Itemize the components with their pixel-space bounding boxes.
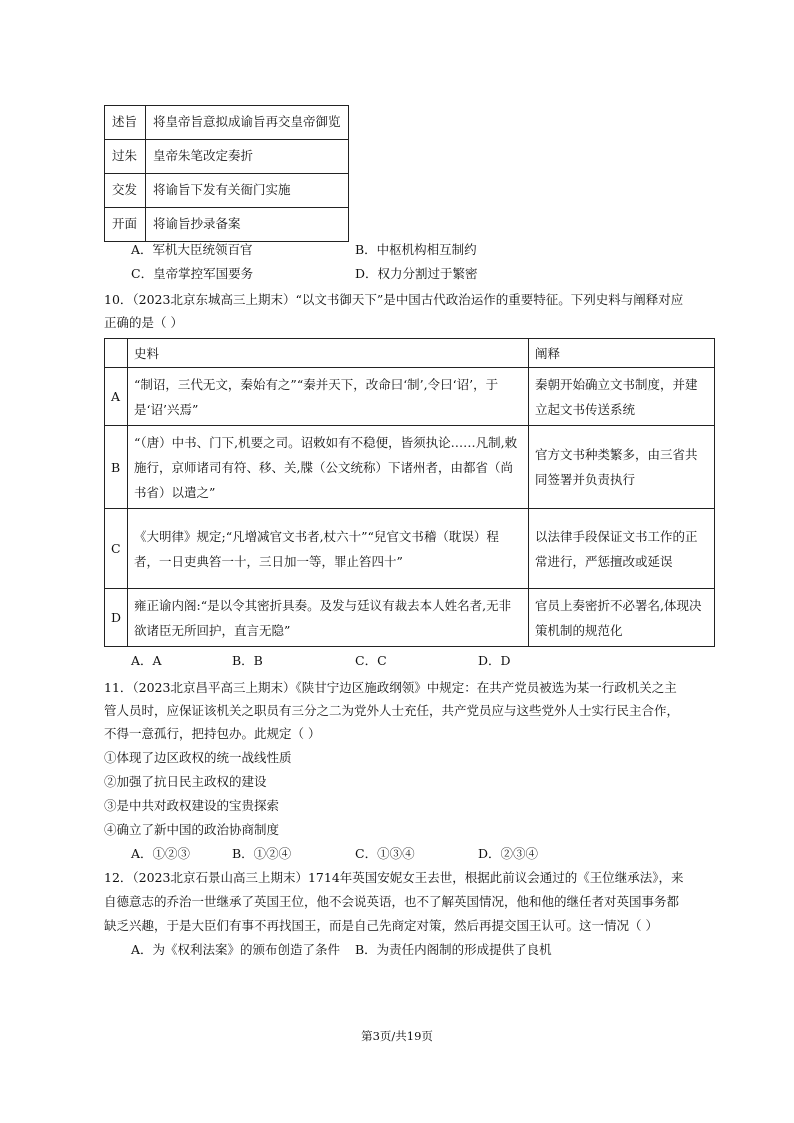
row-source: 雍正谕内阁:“是以令其密折具奏。及发与廷议有裁去本人姓名者,无非欲诸臣无所回护，直言无隐” [128, 589, 529, 647]
procedure-term: 交发 [105, 174, 146, 208]
table-row [105, 174, 349, 208]
table-row [105, 140, 349, 174]
row-label: A [105, 368, 128, 426]
q11-item-1: ①体现了边区政权的统一战线性质 [104, 750, 292, 765]
q11-option-a: A．①②③ [131, 846, 191, 861]
table-row [105, 589, 715, 647]
q10-option-a: A．A [131, 653, 162, 668]
procedure-desc: 将皇帝旨意拟成谕旨再交皇帝御览 [146, 106, 349, 140]
q11-option-d: D．②③④ [478, 846, 539, 861]
q11-option-b: B．①②④ [232, 846, 292, 861]
row-explain: 官员上奏密折不必署名,体现决策机制的规范化 [529, 589, 715, 647]
row-label: D [105, 589, 128, 647]
row-source: 《大明律》规定;“凡增减官文书者,杖六十”“兒官文书稽（耽误）程者，一日吏典笞一十，三日加一等，罪止笞四十” [128, 509, 529, 589]
procedure-table [104, 105, 349, 242]
q10-stem-line-1: 10．（2023北京东城高三上期末）“以文书御天下”是中国古代政治运作的重要特征。下列史料与阐释对应 [104, 292, 684, 307]
procedure-desc: 皇帝朱笔改定奏折 [146, 140, 349, 174]
row-label: C [105, 509, 128, 589]
row-source: “制诏，三代无文，秦始有之”“秦并天下，改命曰‘制’,令曰‘诏’，于是‘诏’兴焉” [128, 368, 529, 426]
procedure-term: 述旨 [105, 106, 146, 140]
q11-item-2: ②加强了抗日民主政权的建设 [104, 774, 267, 789]
q12-option-a: A．为《权利法案》的颁布创造了条件 [131, 942, 341, 957]
table-row [105, 208, 349, 242]
q9-option-c: C．皇帝掌控军国要务 [131, 266, 254, 281]
q12-stem-line-1: 12．（2023北京石景山高三上期末）1714年英国安妮女王去世，根据此前议会通过的《王位继承法》，来 [104, 870, 684, 885]
q11-item-3: ③是中共对政权建设的宝贵探索 [104, 798, 280, 813]
table-row [105, 368, 715, 426]
q12-stem-line-3: 缺乏兴趣，于是大臣们有事不再找国王，而是自己先商定对策，然后再提交国王认可。这一情况（ ） [104, 918, 658, 933]
table-header-row [105, 339, 715, 368]
header-blank [105, 339, 128, 368]
header-source: 史料 [128, 339, 529, 368]
q9-option-d: D．权力分割过于繁密 [355, 266, 478, 281]
row-source: “（唐）中书、门下,机要之司。诏敕如有不稳便，皆须执论……凡制,敕施行，京师诸司有符、移、关,牒（公文统称）下诸州者，由都省（尚书省）以遣之” [128, 426, 529, 509]
q11-stem-line-3: 不得一意孤行，把持包办。此规定（ ） [104, 726, 321, 741]
q10-option-b: B．B [232, 653, 263, 668]
table-row [105, 106, 349, 140]
q10-stem-line-2: 正确的是（ ） [104, 315, 183, 330]
q11-option-c: C．①③④ [355, 846, 415, 861]
q11-item-4: ④确立了新中国的政治协商制度 [104, 822, 280, 837]
q9-option-a: A．军机大臣统领百官 [131, 242, 253, 257]
q11-stem-line-2: 管人员时，应保证该机关之职员有三分之二为党外人士充任，共产党员应与这些党外人士实行民主合作， [104, 703, 680, 718]
table-row [105, 509, 715, 589]
q12-option-b: B．为责任内阁制的形成提供了良机 [355, 942, 552, 957]
page-footer: 第3页/共19页 [361, 1029, 433, 1043]
q10-option-d: D．D [478, 653, 511, 668]
procedure-term: 过朱 [105, 140, 146, 174]
row-label: B [105, 426, 128, 509]
q11-stem-line-1: 11．（2023北京昌平高三上期末）《陕甘宁边区施政纲领》中规定：在共产党员被选为某一行政机关之主 [104, 680, 677, 695]
q9-option-b: B．中枢机构相互制约 [355, 242, 477, 257]
procedure-desc: 将谕旨抄录备案 [146, 208, 349, 242]
header-explain: 阐释 [529, 339, 715, 368]
table-row [105, 426, 715, 509]
q10-option-c: C．C [355, 653, 387, 668]
procedure-term: 开面 [105, 208, 146, 242]
procedure-desc: 将谕旨下发有关衙门实施 [146, 174, 349, 208]
q12-stem-line-2: 自德意志的乔治一世继承了英国王位，他不会说英语，也不了解英国情况，他和他的继任者对英国事务都 [104, 894, 680, 909]
source-table [104, 338, 715, 647]
row-explain: 以法律手段保证文书工作的正常进行，严惩擅改或延误 [529, 509, 715, 589]
row-explain: 秦朝开始确立文书制度，并建立起文书传送系统 [529, 368, 715, 426]
row-explain: 官方文书种类繁多，由三省共同签署并负责执行 [529, 426, 715, 509]
